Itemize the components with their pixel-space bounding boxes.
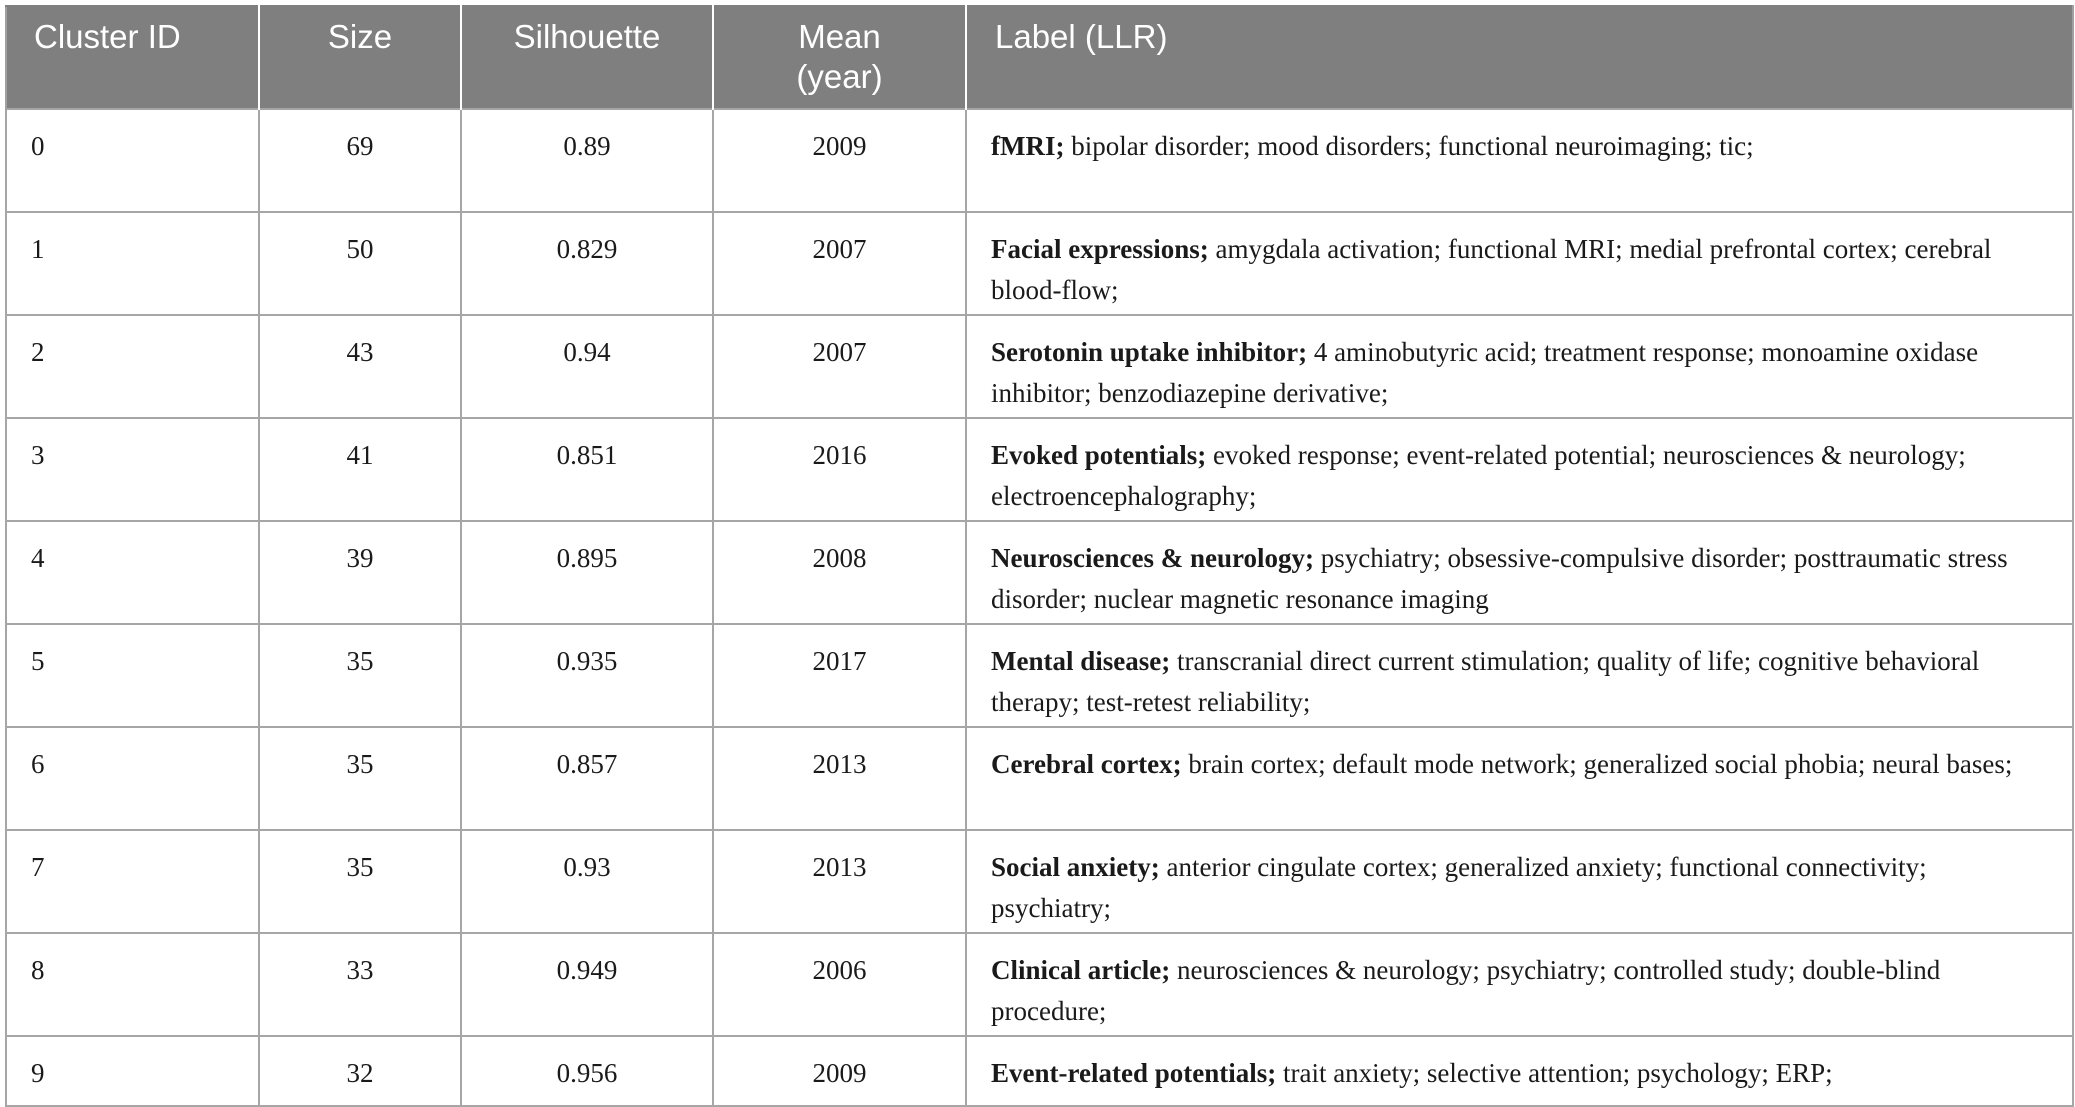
label-lead-keyword: Mental disease; (991, 646, 1171, 676)
cell-mean-year: 2008 (713, 521, 966, 624)
label-other-keywords: brain cortex; default mode network; generalized social phobia; neural bases; (1181, 749, 2013, 779)
label-lead-keyword: Neurosciences & neurology; (991, 543, 1314, 573)
cell-mean-year: 2016 (713, 418, 966, 521)
cell-size: 35 (259, 624, 461, 727)
cell-silhouette: 0.956 (461, 1036, 713, 1106)
cell-size: 39 (259, 521, 461, 624)
table-header-row (6, 6, 2073, 109)
cell-silhouette: 0.949 (461, 933, 713, 1036)
header-size: Size (259, 6, 461, 109)
cell-label-llr (966, 933, 2073, 1036)
table-row (6, 418, 2073, 521)
label-lead-keyword: Facial expressions; (991, 234, 1209, 264)
cell-label-llr (966, 212, 2073, 315)
cell-size: 35 (259, 830, 461, 933)
cell-label-llr (966, 727, 2073, 830)
label-other-keywords: trait anxiety; selective attention; psychology; ERP; (1276, 1058, 1833, 1088)
table-row (6, 933, 2073, 1036)
cell-size: 35 (259, 727, 461, 830)
cell-silhouette: 0.895 (461, 521, 713, 624)
label-other-keywords: bipolar disorder; mood disorders; functional neuroimaging; tic; (1064, 131, 1754, 161)
label-other-keywords: transcranial direct current stimulation; quality of life; cognitive behavioral therapy; test-retest reliability; (991, 646, 1980, 717)
label-lead-keyword: Evoked potentials; (991, 440, 1207, 470)
table-row (6, 1036, 2073, 1106)
table-row (6, 109, 2073, 212)
cell-cluster-id: 6 (6, 727, 259, 830)
cell-label-llr (966, 624, 2073, 727)
table-row (6, 212, 2073, 315)
label-other-keywords: evoked response; event-related potential; neurosciences & neurology; electroencephalography; (991, 440, 1966, 511)
cell-cluster-id: 2 (6, 315, 259, 418)
table-row (6, 830, 2073, 933)
cell-cluster-id: 7 (6, 830, 259, 933)
header-mean-line1: Mean (798, 18, 881, 55)
cell-size: 33 (259, 933, 461, 1036)
cell-silhouette: 0.829 (461, 212, 713, 315)
cell-size: 50 (259, 212, 461, 315)
label-lead-keyword: Serotonin uptake inhibitor; (991, 337, 1308, 367)
header-cluster-id: Cluster ID (6, 6, 259, 109)
cell-size: 69 (259, 109, 461, 212)
cell-cluster-id: 0 (6, 109, 259, 212)
cell-label-llr (966, 521, 2073, 624)
table-row (6, 521, 2073, 624)
cell-silhouette: 0.851 (461, 418, 713, 521)
cluster-table (5, 5, 2074, 1107)
cell-silhouette: 0.857 (461, 727, 713, 830)
table-row (6, 315, 2073, 418)
label-lead-keyword: Social anxiety; (991, 852, 1160, 882)
cell-cluster-id: 5 (6, 624, 259, 727)
label-lead-keyword: Event-related potentials; (991, 1058, 1277, 1088)
table-row (6, 727, 2073, 830)
cell-label-llr (966, 109, 2073, 212)
cell-size: 32 (259, 1036, 461, 1106)
header-label-llr: Label (LLR) (966, 6, 2073, 109)
cell-cluster-id: 3 (6, 418, 259, 521)
label-other-keywords: neurosciences & neurology; psychiatry; controlled study; double-blind procedure; (991, 955, 1941, 1026)
cell-mean-year: 2009 (713, 1036, 966, 1106)
cell-mean-year: 2006 (713, 933, 966, 1036)
label-lead-keyword: Cerebral cortex; (991, 749, 1182, 779)
cell-mean-year: 2013 (713, 830, 966, 933)
cell-cluster-id: 8 (6, 933, 259, 1036)
cell-silhouette: 0.935 (461, 624, 713, 727)
cell-label-llr (966, 315, 2073, 418)
header-mean-year (713, 6, 966, 109)
label-other-keywords: amygdala activation; functional MRI; medial prefrontal cortex; cerebral blood-flow; (991, 234, 1992, 305)
label-lead-keyword: fMRI; (991, 131, 1065, 161)
cell-size: 43 (259, 315, 461, 418)
cell-mean-year: 2007 (713, 212, 966, 315)
header-silhouette: Silhouette (461, 6, 713, 109)
label-lead-keyword: Clinical article; (991, 955, 1171, 985)
cell-mean-year: 2013 (713, 727, 966, 830)
cell-mean-year: 2009 (713, 109, 966, 212)
cell-cluster-id: 9 (6, 1036, 259, 1106)
cell-cluster-id: 1 (6, 212, 259, 315)
cell-size: 41 (259, 418, 461, 521)
cell-label-llr (966, 1036, 2073, 1106)
cell-silhouette: 0.94 (461, 315, 713, 418)
cell-mean-year: 2007 (713, 315, 966, 418)
cell-silhouette: 0.89 (461, 109, 713, 212)
cell-cluster-id: 4 (6, 521, 259, 624)
cell-label-llr (966, 830, 2073, 933)
header-mean-line2: (year) (796, 58, 883, 95)
cell-silhouette: 0.93 (461, 830, 713, 933)
label-other-keywords: psychiatry; obsessive-compulsive disorder; posttraumatic stress disorder; nuclear magnetic resonance imaging (991, 543, 2008, 614)
label-other-keywords: anterior cingulate cortex; generalized anxiety; functional connectivity; psychiatry; (991, 852, 1927, 923)
cell-mean-year: 2017 (713, 624, 966, 727)
cell-label-llr (966, 418, 2073, 521)
table-body (6, 109, 2073, 1106)
label-other-keywords: 4 aminobutyric acid; treatment response; monoamine oxidase inhibitor; benzodiazepine derivative; (991, 337, 1979, 408)
table-row (6, 624, 2073, 727)
